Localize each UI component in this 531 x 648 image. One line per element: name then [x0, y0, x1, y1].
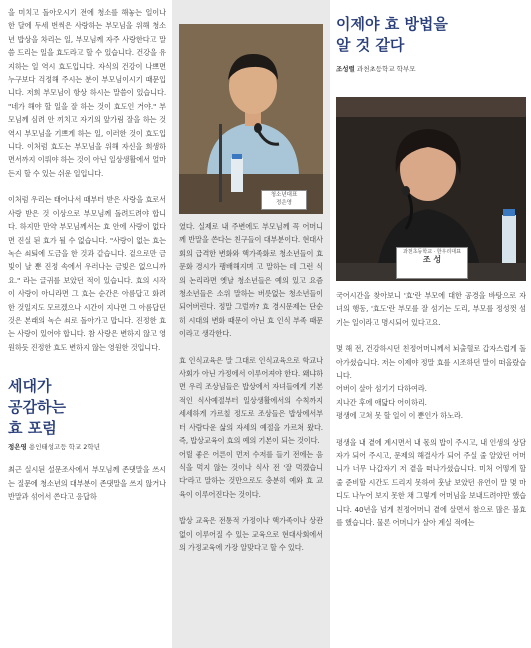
- body-paragraph: 어릴 좋은 어른이 먼저 수저를 들기 전에는 음식을 먹지 않는 것이나 식사 전 '잘 먹겠습니다'라고 말하는 것만으로도 충분히 예와 효 교육이 이루어진다는 것이다.: [179, 449, 323, 499]
- name-placard: [261, 190, 307, 210]
- article-column-2: [172, 0, 330, 648]
- title-line: 이제야 효 방법을: [336, 15, 448, 33]
- body-paragraph: 밥상 교육은 전통적 가정이나 핵가족이나 상관없이 이루어질 수 있는 교육으로 현대사회에서의 가정교육에 가장 알맞다고 할 수 있다.: [179, 516, 323, 552]
- speaker-illustration: [179, 24, 323, 214]
- body-paragraph: 였다. 실제로 내 주변에도 부모님께 꼭 어머니께 반말을 쓴다는 친구들이 대부분이다. 현대사회의 급격한 변화와 핵가족화로 청소년들이 효 문화 경시가 팽배해지며 고 말하는 데 그런 식의 논리라면 옛날 청소년들은 예의 있고 요즘 청소년들은 소위 말하는 버릇없는 청소년들이 되어버린다. 정말 그럴까? 효 경시문제는 단순히 시대의 변화 때문이 아닌 효 인식 부족 때문이라고 생각한다.: [179, 222, 323, 339]
- author-name: 조성렬: [336, 65, 355, 73]
- article-title: [8, 376, 166, 439]
- name-placard: [396, 247, 468, 279]
- body-paragraph: 이처럼 우리는 태어나서 때부터 받은 사랑을 효로서 사랑 받은 것 이상으로 부모님께 돌려드려야 합니다. 하지만 만약 부모님께서는 효 안에 사랑이 없다면 진실 된 효가 될 수 없습니다. "사랑이 없는 효는 녹슨 쇠퇴에 도금을 한 것과 같습니다. 겉으로만 금빛이 날 뿐 진정 속에서 우러나는 금빛은 없으니까요." 라는 글귀를 보았던 적이 있습니다. 효의 시작이 사랑이 아니라면 그 효는 순간은 아름답고 화려한 것일지도 모르겠으나 시간이 지나면 그 아름답던 것은 본래의 녹슨 쇠로 돌아가고 맙니다. 진정한 효는 사랑이 있어야 합니다. 참 사랑은 변하지 않고 영원하듯 진정한 효도 변하지 않는 영원한 것입니다.: [8, 195, 166, 352]
- title-line: 효 포럼: [8, 419, 57, 438]
- author-byline: [8, 442, 166, 451]
- body-paragraph: 평생을 내 곁에 계시면서 내 몫의 밥이 주시고, 내 인생의 상담자가 되어 주시고, 문제의 해결사가 되어 주실 줄 알았던 어머니가 너무 나갑자기 저 곁을 떠나가셨습니다. 미처 어떻게 할 줄 준비할 시간도 드리지 못하여 훗날 보았던 유언이 말 몇 마디도 나누어 보지 못한 채 그렇게 어머님을 보내드려야만 했습니다. 40년을 넘게 친정어머니 곁에 살면서 참으로 많은 불효를 했습니다. 물론 어머니가 살아 계실 적에는: [336, 437, 526, 528]
- author-byline: [336, 64, 526, 73]
- article-title: [336, 14, 526, 56]
- poem-line: 지나간 후에 애닯다 어이하리.: [336, 397, 427, 407]
- placard-line: 청소년대표: [270, 192, 298, 198]
- placard-line: 조 성: [422, 255, 442, 264]
- body-paragraph: 효 인식교육은 말 그대로 인식교육으로 학교나 사회가 아닌 가정에서 이루어져야 한다. 왜냐하면 우리 조상님들은 밥상에서 자녀들에게 기본적인 식사예절부터 일상생활에서의 수칙까지 세세하게 가르칠 정도로 조상들은 밥상에서부터 사람다운 삶의 자세의 예절을 가르쳐 왔다. 즉, 밥상교육이 효의 예의 기본이 되는 것이다.: [179, 355, 323, 446]
- title-line: 알 것 같다: [336, 36, 405, 54]
- poem-line: 어버이 살아 섬기기 다하여라.: [336, 384, 427, 394]
- body-paragraph: 최근 실시된 설문조사에서 부모님께 존댓말을 쓰시는 질문에 청소년의 대부분이 존댓말을 쓰지 않거나 반말과 섞어서 쓴다고 응답하: [8, 465, 166, 501]
- author-affiliation: 과천초등학교 학부모: [356, 65, 416, 73]
- article-column-1: [8, 0, 166, 648]
- author-name: 정은영: [8, 443, 27, 452]
- poem-line: 평생에 고쳐 못 할 일이 이 뿐인가 하노라.: [336, 411, 463, 421]
- body-paragraph: 몇 해 전, 건강하시던 친정어머니께서 뇌출혈로 갑자스럽게 돌아가셨습니다. 저는 이제야 정말 효를 시조하던 말이 떠올랐습니다.: [336, 344, 526, 381]
- parent-speaker-photo: [336, 97, 526, 281]
- title-line: 세대가: [8, 377, 52, 396]
- body-paragraph: 국어시간을 찾아보니 '효'란 부모에 대한 공경을 바탕으로 자녀의 행동, '효도'란 부모를 잘 섬기는 도리, 부모를 정성껏 섬기는 일이라고 명시되어 있다고요.: [336, 291, 526, 327]
- placard-line: 정은영: [276, 200, 292, 206]
- title-line: 공감하는: [8, 398, 66, 417]
- author-affiliation: 용인태성고등 학교 2학년: [28, 443, 100, 452]
- body-paragraph: 을 미치고 돌아오시기 전에 청소를 해놓는 일이나 한 달에 두세 번씩은 사랑하는 부모님을 위해 청소년 밥상을 차리는 일, 부모님께 자주 사랑한다고 말씀 드리는 일을 효도라고 할 수 있습니다. 건강을 유지하는 일 역시 효도입니다. 자식의 건강이 나쁘면 누구보다 걱정해 주시는 분이 부모님이시기 때문입니다. 저희 부모님이 항상 하시는 말씀이 있습니다. "네가 해야 할 일을 잘 하는 것이 효도인 거야." 부모님께 심려 안 끼치고 자기의 앞가림 잘을 하는 것 역시 부모님을 기쁘게 하는 일, 이러한 것이 효도입니다. 이처럼 효도는 부모님을 위해 자신을 희생하면서까지 이뤄야 하는 것이 아닌 일상생활에서 얼마든지 할 수 있는 쉬운 일입니다.: [8, 8, 166, 178]
- student-speaker-photo: [179, 24, 323, 214]
- placard-line: 과천초등학교 · 한우리대표: [403, 249, 461, 255]
- article-column-3: [336, 0, 526, 648]
